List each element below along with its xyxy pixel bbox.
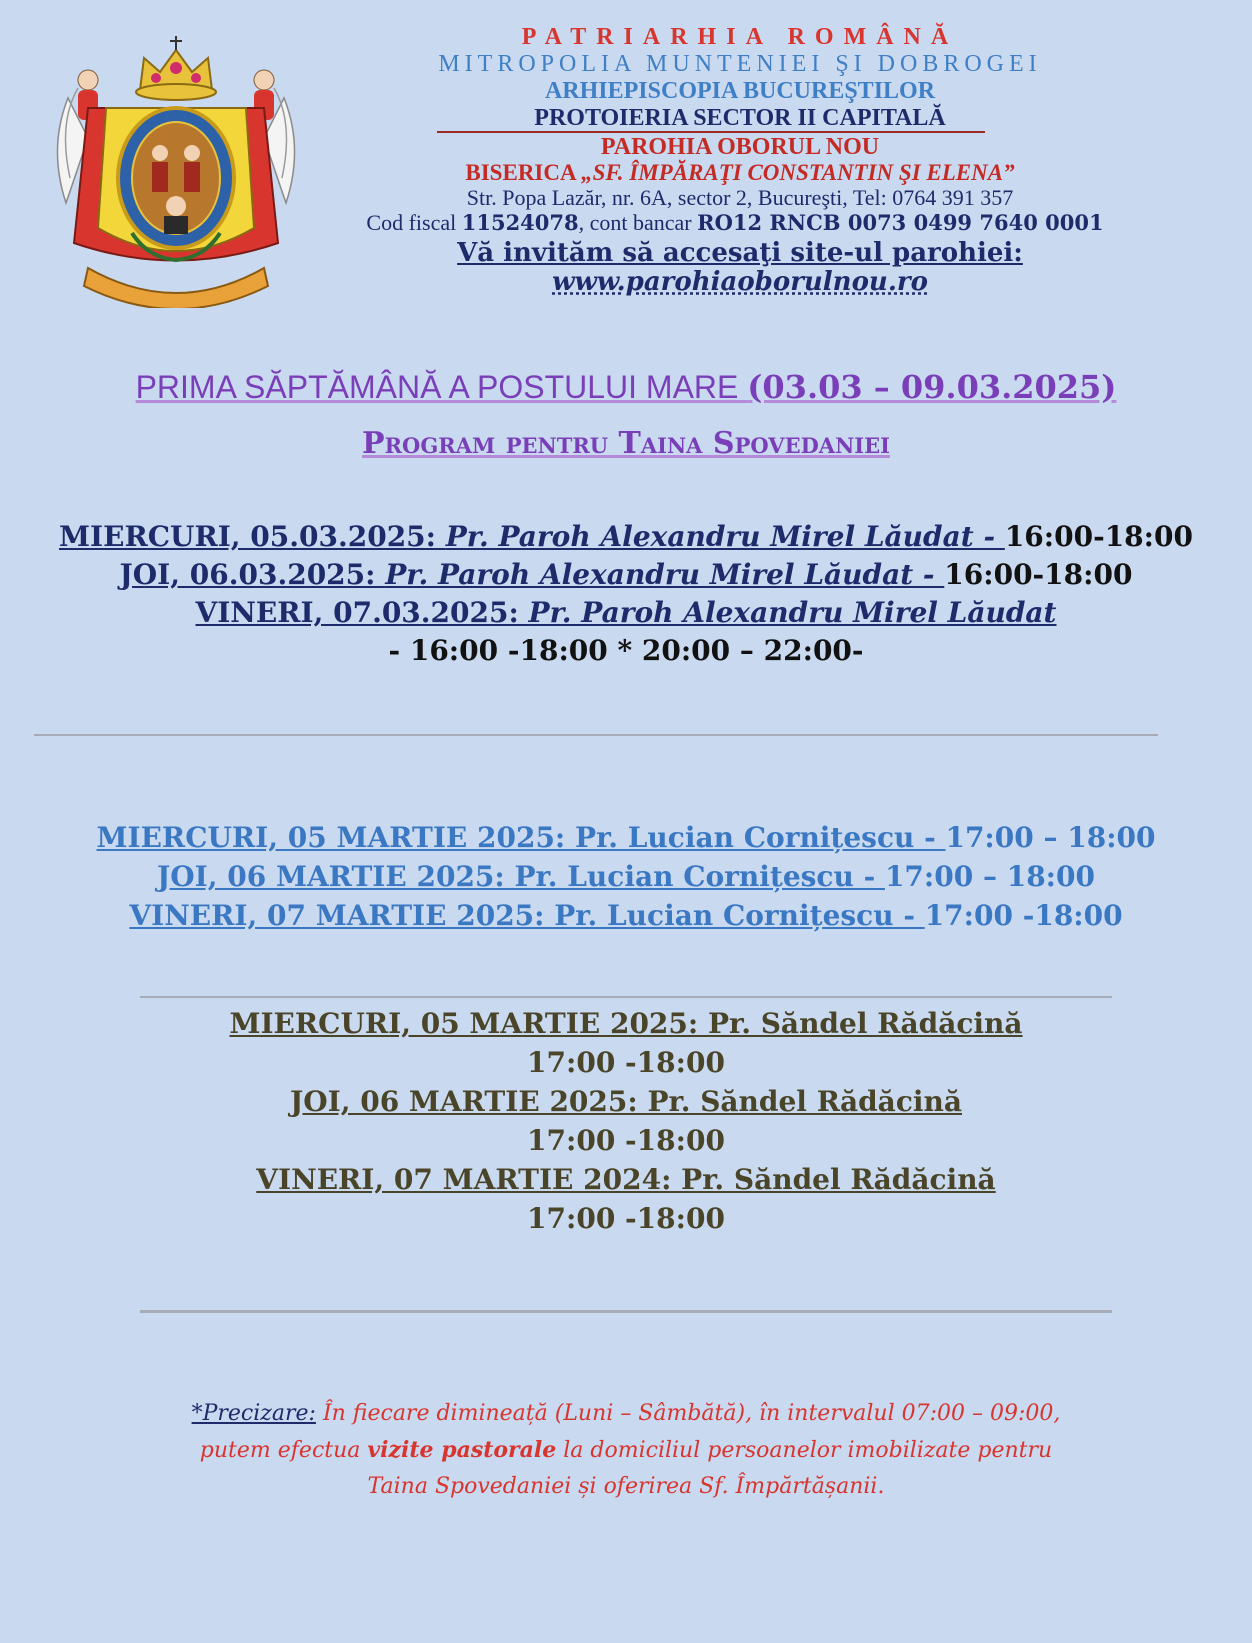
- fiscal-label: Cod fiscal: [366, 209, 462, 235]
- schedule-row: [0, 857, 1252, 896]
- schedule-label: VINERI, 07 MARTIE 2025: Pr. Lucian Cornițescu -: [129, 899, 925, 932]
- church-name: [280, 160, 1200, 186]
- bank-account: RO12 RNCB 0073 0499 7640 0001: [697, 209, 1104, 235]
- note-text: la domiciliul persoanelor imobilizate pentru: [556, 1438, 1053, 1463]
- schedule-time: 17:00 -18:00: [924, 899, 1123, 932]
- note-text: putem efectua: [199, 1438, 368, 1463]
- divider: [34, 734, 1158, 736]
- schedule-row: [0, 594, 1252, 632]
- church-title: „SF. ÎMPĂRAŢI CONSTANTIN ŞI ELENA”: [581, 160, 1015, 186]
- note-bold: vizite pastorale: [367, 1437, 557, 1463]
- schedule-time: 17:00 -18:00: [527, 1124, 725, 1157]
- metropolis-crest-logo: [48, 28, 304, 308]
- schedule-time: 17:00 – 18:00: [884, 860, 1095, 893]
- lent-week-title: [0, 368, 1252, 406]
- lent-week-text: PRIMA SĂPTĂMÂNĂ A POSTULUI MARE: [135, 369, 748, 405]
- note-line: Taina Spovedaniei și oferirea Sf. Împărtășanii.: [367, 1474, 885, 1499]
- schedule-label: JOI, 06 MARTIE 2025: Pr. Lucian Cornițescu -: [157, 860, 885, 893]
- divider: [140, 1310, 1112, 1313]
- schedule-radacina: [0, 1004, 1252, 1238]
- fiscal-code: 11524078: [461, 209, 579, 235]
- schedule-label: MIERCURI, 05 MARTIE 2025: Pr. Săndel Rădăcină: [229, 1007, 1023, 1040]
- schedule-label: JOI, 06 MARTIE 2025: Pr. Săndel Rădăcină: [289, 1085, 963, 1118]
- church-prefix: BISERICA: [465, 160, 582, 186]
- schedule-time: 17:00 – 18:00: [945, 821, 1156, 854]
- schedule-row: [0, 556, 1252, 594]
- schedule-time: 17:00 -18:00: [527, 1046, 725, 1079]
- fiscal-info: [270, 211, 1200, 236]
- deanery-underline: [437, 131, 985, 133]
- schedule-row: [0, 818, 1252, 857]
- deanery-label: PROTOIERIA SECTOR II CAPITALĂ: [534, 104, 946, 131]
- lent-week-dates: (03.03 – 09.03.2025): [747, 368, 1117, 406]
- divider: [140, 996, 1112, 998]
- bank-label: , cont bancar: [578, 209, 698, 235]
- metropolis-name: MITROPOLIA MUNTENIEI ŞI DOBROGEI: [438, 50, 1042, 77]
- schedule-priest: Pr. Paroh Alexandru Mirel Lăudat -: [445, 520, 1005, 553]
- parish-header: [280, 24, 1200, 298]
- website-invitation: Vă invităm să accesaţi site-ul parohiei:: [457, 238, 1023, 269]
- schedule-day: JOI, 06.03.2025:: [119, 558, 386, 591]
- schedule-time: 17:00 -18:00: [527, 1202, 725, 1235]
- patriarchate-name: PATRIARHIA ROMÂNĂ: [521, 24, 959, 50]
- pastoral-visits-note: [0, 1396, 1252, 1505]
- confession-program-title: Program pentru Taina Spovedaniei: [362, 426, 890, 461]
- note-lead: *Precizare:: [191, 1401, 316, 1426]
- website-link[interactable]: www.parohiaoborulnou.ro: [552, 267, 928, 298]
- parish-name: PAROHIA OBORUL NOU: [600, 133, 880, 160]
- schedule-day: VINERI, 07.03.2025:: [195, 596, 529, 629]
- note-text: În fiecare dimineață (Luni – Sâmbătă), în intervalul 07:00 – 09:00,: [315, 1401, 1061, 1426]
- schedule-paroh: [0, 518, 1252, 670]
- schedule-row: [0, 896, 1252, 935]
- schedule-row: [0, 518, 1252, 556]
- schedule-day: MIERCURI, 05.03.2025:: [59, 520, 446, 553]
- note-line: [0, 1396, 1252, 1432]
- deanery-name: [280, 105, 1200, 132]
- archdiocese-name: ARHIEPISCOPIA BUCUREŞTILOR: [544, 77, 936, 104]
- schedule-priest: Pr. Paroh Alexandru Mirel Lăudat -: [385, 558, 945, 591]
- schedule-cornitescu: [0, 818, 1252, 935]
- schedule-label: VINERI, 07 MARTIE 2024: Pr. Săndel Rădăcină: [256, 1163, 996, 1196]
- schedule-extra-time: - 16:00 -18:00 * 20:00 – 22:00-: [388, 634, 864, 667]
- schedule-label: MIERCURI, 05 MARTIE 2025: Pr. Lucian Cornițescu -: [96, 821, 946, 854]
- schedule-priest: Pr. Paroh Alexandru Mirel Lăudat: [528, 596, 1057, 629]
- note-line: [0, 1432, 1252, 1469]
- schedule-time: 16:00-18:00: [1004, 520, 1193, 553]
- church-address: Str. Popa Lazăr, nr. 6A, sector 2, Bucureşti, Tel: 0764 391 357: [466, 185, 1014, 211]
- schedule-time: 16:00-18:00: [944, 558, 1133, 591]
